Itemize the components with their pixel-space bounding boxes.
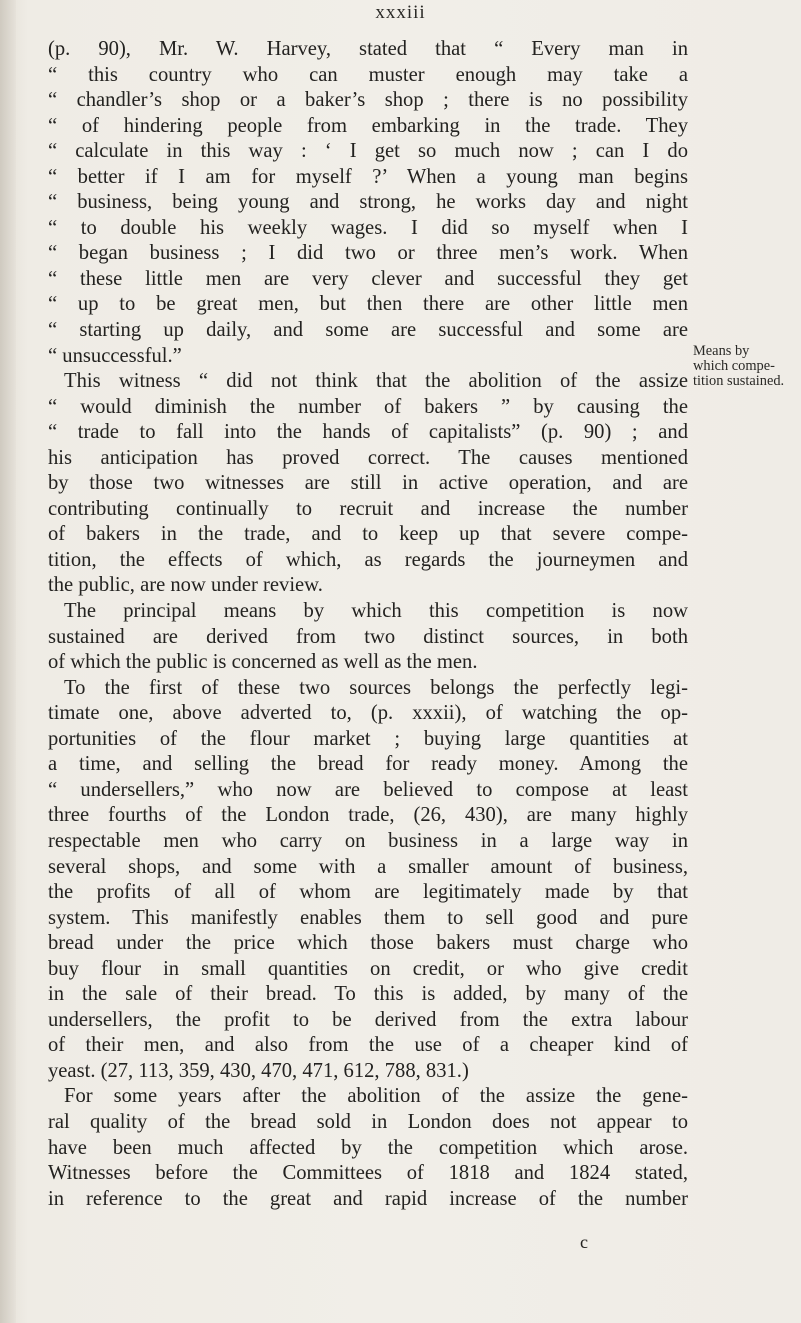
text-line: “ to double his weekly wages. I did so myself when I	[48, 216, 688, 239]
text-line: buy flour in small quantities on credit, or who give credit	[48, 957, 688, 980]
text-line: “ calculate in this way : ‘ I get so much now ; can I do	[48, 140, 688, 163]
text-line: in reference to the great and rapid increase of the number	[48, 1187, 688, 1210]
text-line: by those two witnesses are still in active operation, and are	[48, 472, 688, 495]
text-line: the public, are now under review.	[48, 574, 323, 597]
text-line: “ unsuccessful.”	[48, 344, 182, 367]
margin-note-line: Means by	[693, 343, 750, 359]
page-number: xxxiii	[375, 2, 426, 23]
text-line: respectable men who carry on business in a large way in	[48, 829, 688, 852]
text-line: contributing continually to recruit and increase the number	[48, 497, 688, 520]
text-line: tition, the effects of which, as regards the journeymen and	[48, 548, 688, 571]
page-gutter-shadow	[0, 0, 16, 1323]
text-line: “ would diminish the number of bakers ” by causing the	[48, 395, 688, 418]
text-line: “ chandler’s shop or a baker’s shop ; there is no possibility	[48, 89, 688, 112]
text-line: portunities of the flour market ; buying large quantities at	[48, 727, 688, 750]
text-line: his anticipation has proved correct. The causes mentioned	[48, 446, 688, 469]
text-line: This witness “ did not think that the abolition of the assize	[64, 370, 688, 393]
text-line: The principal means by which this competition is now	[64, 600, 688, 623]
text-line: “ these little men are very clever and successful they get	[48, 267, 688, 290]
text-line: Witnesses before the Committees of 1818 and 1824 stated,	[48, 1162, 688, 1185]
text-line: “ better if I am for myself ?’ When a young man begins	[48, 165, 688, 188]
text-line: To the first of these two sources belongs the perfectly legi-	[64, 676, 688, 699]
text-line: undersellers, the profit to be derived from the extra labour	[48, 1008, 688, 1031]
text-line: of which the public is concerned as well as the men.	[48, 651, 478, 674]
text-line: “ of hindering people from embarking in the trade. They	[48, 114, 688, 137]
signature-mark: c	[580, 1232, 588, 1252]
margin-note-line: tition sustained.	[693, 373, 785, 389]
text-line: ral quality of the bread sold in London does not appear to	[48, 1110, 688, 1133]
text-line: yeast. (27, 113, 359, 430, 470, 471, 612, 788, 831.)	[48, 1059, 469, 1082]
text-line: “ this country who can muster enough may take a	[48, 63, 688, 86]
margin-note-line: which compe-	[693, 358, 775, 374]
text-line: several shops, and some with a smaller amount of business,	[48, 855, 688, 878]
text-line: have been much affected by the competition which arose.	[48, 1136, 688, 1159]
text-line: “ trade to fall into the hands of capitalists” (p. 90) ; and	[48, 421, 688, 444]
body-text	[48, 37, 688, 1212]
text-line: “ up to be great men, but then there are other little men	[48, 293, 688, 316]
text-line: “ business, being young and strong, he works day and night	[48, 191, 688, 214]
text-line: “ began business ; I did two or three men’s work. When	[48, 242, 688, 265]
margin-note	[693, 344, 801, 389]
text-line: timate one, above adverted to, (p. xxxii), of watching the op-	[48, 702, 688, 725]
text-line: of bakers in the trade, and to keep up that severe compe-	[48, 523, 688, 546]
text-line: a time, and selling the bread for ready money. Among the	[48, 753, 688, 776]
text-line: the profits of all of whom are legitimately made by that	[48, 881, 688, 904]
text-line: For some years after the abolition of the assize the gene-	[64, 1085, 688, 1108]
text-line: (p. 90), Mr. W. Harvey, stated that “ Every man in	[48, 38, 688, 60]
text-line: bread under the price which those bakers must charge who	[48, 932, 688, 955]
text-line: of their men, and also from the use of a cheaper kind of	[48, 1034, 688, 1057]
text-line: three fourths of the London trade, (26, 430), are many highly	[48, 804, 688, 827]
text-line: in the sale of their bread. To this is added, by many of the	[48, 983, 688, 1006]
text-line: sustained are derived from two distinct sources, in both	[48, 625, 688, 648]
text-line: system. This manifestly enables them to sell good and pure	[48, 906, 688, 929]
text-line: “ starting up daily, and some are successful and some are	[48, 319, 688, 342]
text-line: “ undersellers,” who now are believed to compose at least	[48, 778, 688, 801]
